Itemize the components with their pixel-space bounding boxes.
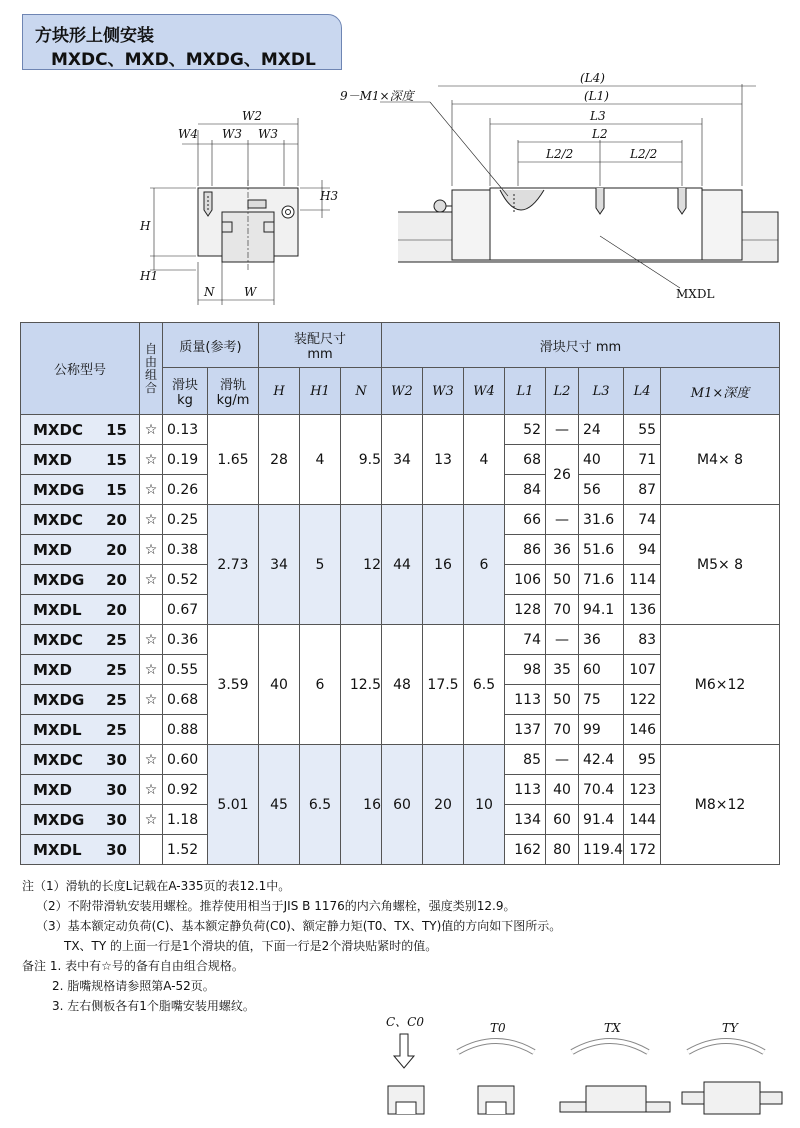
cell-free: [140, 715, 163, 745]
cell-mass: 0.19: [163, 445, 208, 475]
model-size: 20: [106, 510, 127, 529]
cell-free: ☆: [140, 445, 163, 475]
header-m1: M1×深度: [661, 368, 780, 415]
model-size: 25: [106, 690, 127, 709]
cell-l1: 74: [505, 625, 546, 655]
cell-l3: 40: [579, 445, 624, 475]
cell-l4: 107: [624, 655, 661, 685]
cell-mass: 0.25: [163, 505, 208, 535]
cell-w2: 48: [382, 625, 423, 745]
header-model: 公称型号: [21, 323, 140, 415]
cell-l4: 146: [624, 715, 661, 745]
model-size: 25: [106, 720, 127, 739]
cell-model: [21, 445, 140, 475]
cell-free: ☆: [140, 655, 163, 685]
model-size: 25: [106, 660, 127, 679]
label-load-tx: TX: [604, 1021, 621, 1035]
label-l2: L2: [592, 127, 608, 141]
header-mass: 质量(参考): [163, 323, 259, 368]
cell-mass: 0.55: [163, 655, 208, 685]
cell-l3: 91.4: [579, 805, 624, 835]
cell-l1: 52: [505, 415, 546, 445]
load-direction-diagrams: [0, 1010, 800, 1128]
cell-l4: 136: [624, 595, 661, 625]
cell-free: ☆: [140, 565, 163, 595]
cell-free: ☆: [140, 625, 163, 655]
cell-w2: 44: [382, 505, 423, 625]
cell-model: [21, 715, 140, 745]
cell-l1: 84: [505, 475, 546, 505]
cell-mass: 0.13: [163, 415, 208, 445]
remark-1: 备注 1. 表中有☆号的备有自由组合规格。: [22, 959, 244, 973]
cell-l2: 70: [546, 715, 579, 745]
cell-h1: 6: [300, 625, 341, 745]
cell-n: 12: [341, 505, 382, 625]
cell-l2: —: [546, 505, 579, 535]
model-name: MXDC: [33, 510, 83, 529]
cell-l3: 42.4: [579, 745, 624, 775]
header-block-dims: 滑块尺寸 mm: [382, 323, 780, 368]
cell-l2: 35: [546, 655, 579, 685]
block-icon-tx: [586, 1086, 646, 1112]
cell-free: ☆: [140, 685, 163, 715]
table-row: [21, 415, 780, 445]
cell-free: ☆: [140, 475, 163, 505]
cell-free: ☆: [140, 505, 163, 535]
cell-mass: 0.38: [163, 535, 208, 565]
label-h3: H3: [320, 189, 339, 203]
header-w3: W3: [423, 368, 464, 415]
cell-l1: 113: [505, 775, 546, 805]
header-n: N: [341, 368, 382, 415]
cell-h1: 6.5: [300, 745, 341, 865]
cell-m1: M6×12: [661, 625, 780, 745]
cell-w4: 6: [464, 505, 505, 625]
label-m1-depth: 9－M1×深度: [340, 89, 414, 103]
cell-model: [21, 565, 140, 595]
cell-l4: 95: [624, 745, 661, 775]
table-row: [21, 505, 780, 535]
side-view-labels: [340, 71, 714, 301]
cell-mass: 0.60: [163, 745, 208, 775]
cell-w3: 17.5: [423, 625, 464, 745]
cell-mass: 0.52: [163, 565, 208, 595]
technical-drawings: [0, 0, 800, 320]
cell-h1: 5: [300, 505, 341, 625]
model-name: MXDC: [33, 420, 83, 439]
cell-l4: 94: [624, 535, 661, 565]
section-subtitle: MXDC、MXD、MXDG、MXDL: [51, 50, 316, 70]
model-name: MXDL: [33, 840, 82, 859]
header-l3: L3: [579, 368, 624, 415]
cell-l3: 70.4: [579, 775, 624, 805]
cell-n: 16: [341, 745, 382, 865]
cell-l3: 75: [579, 685, 624, 715]
arrow-down-icon: [394, 1034, 414, 1068]
remark-2: 2. 脂嘴规格请参照第A-52页。: [52, 979, 215, 993]
header-w2: W2: [382, 368, 423, 415]
cell-l2: 40: [546, 775, 579, 805]
table-row: [21, 745, 780, 775]
cell-l1: 98: [505, 655, 546, 685]
model-name: MXDG: [33, 480, 85, 499]
model-size: 15: [106, 480, 127, 499]
cell-l4: 87: [624, 475, 661, 505]
header-l2: L2: [546, 368, 579, 415]
cell-free: [140, 595, 163, 625]
label-mxdl: MXDL: [676, 287, 715, 301]
cell-free: ☆: [140, 805, 163, 835]
remark-3: 3. 左右侧板各有1个脂嘴安装用螺纹。: [52, 999, 255, 1013]
block-icon-ty: [704, 1082, 760, 1114]
cell-mass: 0.26: [163, 475, 208, 505]
cell-h: 45: [259, 745, 300, 865]
model-name: MXDL: [33, 600, 82, 619]
cell-l4: 114: [624, 565, 661, 595]
cell-rail: 2.73: [208, 505, 259, 625]
model-name: MXD: [33, 450, 72, 469]
cell-l1: 68: [505, 445, 546, 475]
cell-l1: 86: [505, 535, 546, 565]
cell-l3: 51.6: [579, 535, 624, 565]
cell-l4: 172: [624, 835, 661, 865]
cell-free: ☆: [140, 535, 163, 565]
front-view-drawing: [150, 118, 330, 305]
table-row: [21, 625, 780, 655]
model-size: 30: [106, 840, 127, 859]
header-assembly: 装配尺寸 mm: [259, 323, 382, 368]
cell-l3: 56: [579, 475, 624, 505]
cell-l1: 137: [505, 715, 546, 745]
cell-l3: 31.6: [579, 505, 624, 535]
label-h1: H1: [140, 269, 159, 283]
cell-l4: 122: [624, 685, 661, 715]
cell-l3: 24: [579, 415, 624, 445]
cell-mass: 0.68: [163, 685, 208, 715]
label-w3-b: W3: [258, 127, 278, 141]
cell-w2: 34: [382, 415, 423, 505]
cell-w4: 4: [464, 415, 505, 505]
spec-table-body: [21, 415, 780, 865]
cell-model: [21, 415, 140, 445]
cell-m1: M4× 8: [661, 415, 780, 505]
model-name: MXDG: [33, 570, 85, 589]
model-name: MXDL: [33, 720, 82, 739]
header-l4: L4: [624, 368, 661, 415]
cell-free: ☆: [140, 745, 163, 775]
label-l3: L3: [590, 109, 606, 123]
label-l2-half-b: L2/2: [630, 147, 658, 161]
cell-rail: 1.65: [208, 415, 259, 505]
note-3-cont: TX、TY 的上面一行是1个滑块的值，下面一行是2个滑块贴紧时的值。: [64, 939, 438, 953]
cell-n: 9.5: [341, 415, 382, 505]
model-size: 20: [106, 600, 127, 619]
header-h: H: [259, 368, 300, 415]
header-h1: H1: [300, 368, 341, 415]
model-size: 30: [106, 750, 127, 769]
model-name: MXDC: [33, 750, 83, 769]
cell-mass: 1.18: [163, 805, 208, 835]
cell-l2: 50: [546, 565, 579, 595]
cell-free: ☆: [140, 775, 163, 805]
label-n: N: [204, 285, 215, 299]
cell-w3: 16: [423, 505, 464, 625]
cell-model: [21, 775, 140, 805]
cell-h: 28: [259, 415, 300, 505]
cell-l2: 60: [546, 805, 579, 835]
model-size: 30: [106, 810, 127, 829]
cell-l1: 128: [505, 595, 546, 625]
section-title: 方块形上侧安装: [35, 26, 154, 46]
cell-m1: M5× 8: [661, 505, 780, 625]
header-free: 自由组合: [140, 323, 163, 415]
model-name: MXDC: [33, 630, 83, 649]
side-view-drawing: [380, 84, 778, 288]
cell-model: [21, 745, 140, 775]
model-size: 25: [106, 630, 127, 649]
label-l2-half-a: L2/2: [546, 147, 574, 161]
cell-l4: 123: [624, 775, 661, 805]
cell-l4: 144: [624, 805, 661, 835]
cell-w3: 13: [423, 415, 464, 505]
cell-l2: 50: [546, 685, 579, 715]
cell-model: [21, 805, 140, 835]
cell-w2: 60: [382, 745, 423, 865]
cell-mass: 1.52: [163, 835, 208, 865]
cell-model: [21, 655, 140, 685]
cell-l3: 71.6: [579, 565, 624, 595]
model-size: 15: [106, 420, 127, 439]
cell-l4: 83: [624, 625, 661, 655]
cell-l3: 99: [579, 715, 624, 745]
cell-l4: 74: [624, 505, 661, 535]
cell-l4: 55: [624, 415, 661, 445]
label-l1: (L1): [584, 89, 609, 103]
cell-l1: 134: [505, 805, 546, 835]
cell-model: [21, 505, 140, 535]
cell-mass: 0.88: [163, 715, 208, 745]
cell-mass: 0.92: [163, 775, 208, 805]
model-name: MXDG: [33, 810, 85, 829]
cell-l2: 36: [546, 535, 579, 565]
label-w4: W4: [178, 127, 198, 141]
model-size: 15: [106, 450, 127, 469]
cell-l1: 106: [505, 565, 546, 595]
spec-table: [20, 322, 780, 865]
cell-h1: 4: [300, 415, 341, 505]
label-w2: W2: [242, 109, 262, 123]
model-size: 20: [106, 570, 127, 589]
header-mass-block: 滑块 kg: [163, 368, 208, 415]
cell-l1: 85: [505, 745, 546, 775]
label-load-c: C、C0: [386, 1015, 424, 1029]
label-load-ty: TY: [722, 1021, 738, 1035]
cell-m1: M8×12: [661, 745, 780, 865]
cell-rail: 3.59: [208, 625, 259, 745]
cell-l3: 36: [579, 625, 624, 655]
cell-model: [21, 475, 140, 505]
model-size: 30: [106, 780, 127, 799]
cell-l2: 70: [546, 595, 579, 625]
cell-model: [21, 835, 140, 865]
header-mass-rail: 滑轨 kg/m: [208, 368, 259, 415]
label-h: H: [140, 219, 151, 233]
note-2: （2）不附带滑轨安装用螺栓。推荐使用相当于JIS B 1176的内六角螺栓，强度类别12.9。: [36, 899, 516, 913]
notes: [22, 876, 561, 1016]
header-l1: L1: [505, 368, 546, 415]
cell-l3: 119.4: [579, 835, 624, 865]
cell-l2: 80: [546, 835, 579, 865]
model-size: 20: [106, 540, 127, 559]
model-name: MXDG: [33, 690, 85, 709]
cell-w4: 10: [464, 745, 505, 865]
cell-l3: 94.1: [579, 595, 624, 625]
cell-l1: 113: [505, 685, 546, 715]
header-w4: W4: [464, 368, 505, 415]
cell-n: 12.5: [341, 625, 382, 745]
cell-h: 34: [259, 505, 300, 625]
cell-l3: 60: [579, 655, 624, 685]
cell-mass: 0.36: [163, 625, 208, 655]
cell-rail: 5.01: [208, 745, 259, 865]
model-name: MXD: [33, 660, 72, 679]
note-3: （3）基本额定动负荷(C)、基本额定静负荷(C0)、额定静力矩(T0、TX、TY)值的方向如下图所示。: [36, 919, 562, 933]
label-l4: (L4): [580, 71, 605, 85]
cell-model: [21, 595, 140, 625]
cell-l2: 26: [546, 445, 579, 505]
cell-w4: 6.5: [464, 625, 505, 745]
note-1: 注（1）滑轨的长度L记载在A-335页的表12.1中。: [22, 879, 291, 893]
cell-model: [21, 535, 140, 565]
cell-l4: 71: [624, 445, 661, 475]
cell-h: 40: [259, 625, 300, 745]
label-load-t0: T0: [490, 1021, 506, 1035]
cell-mass: 0.67: [163, 595, 208, 625]
cell-l2: —: [546, 745, 579, 775]
cell-l1: 162: [505, 835, 546, 865]
label-w: W: [244, 285, 257, 299]
model-name: MXD: [33, 780, 72, 799]
model-name: MXD: [33, 540, 72, 559]
cell-free: [140, 835, 163, 865]
cell-l2: —: [546, 415, 579, 445]
label-w3-a: W3: [222, 127, 242, 141]
cell-model: [21, 685, 140, 715]
cell-model: [21, 625, 140, 655]
cell-l1: 66: [505, 505, 546, 535]
cell-l2: —: [546, 625, 579, 655]
cell-w3: 20: [423, 745, 464, 865]
cell-free: ☆: [140, 415, 163, 445]
